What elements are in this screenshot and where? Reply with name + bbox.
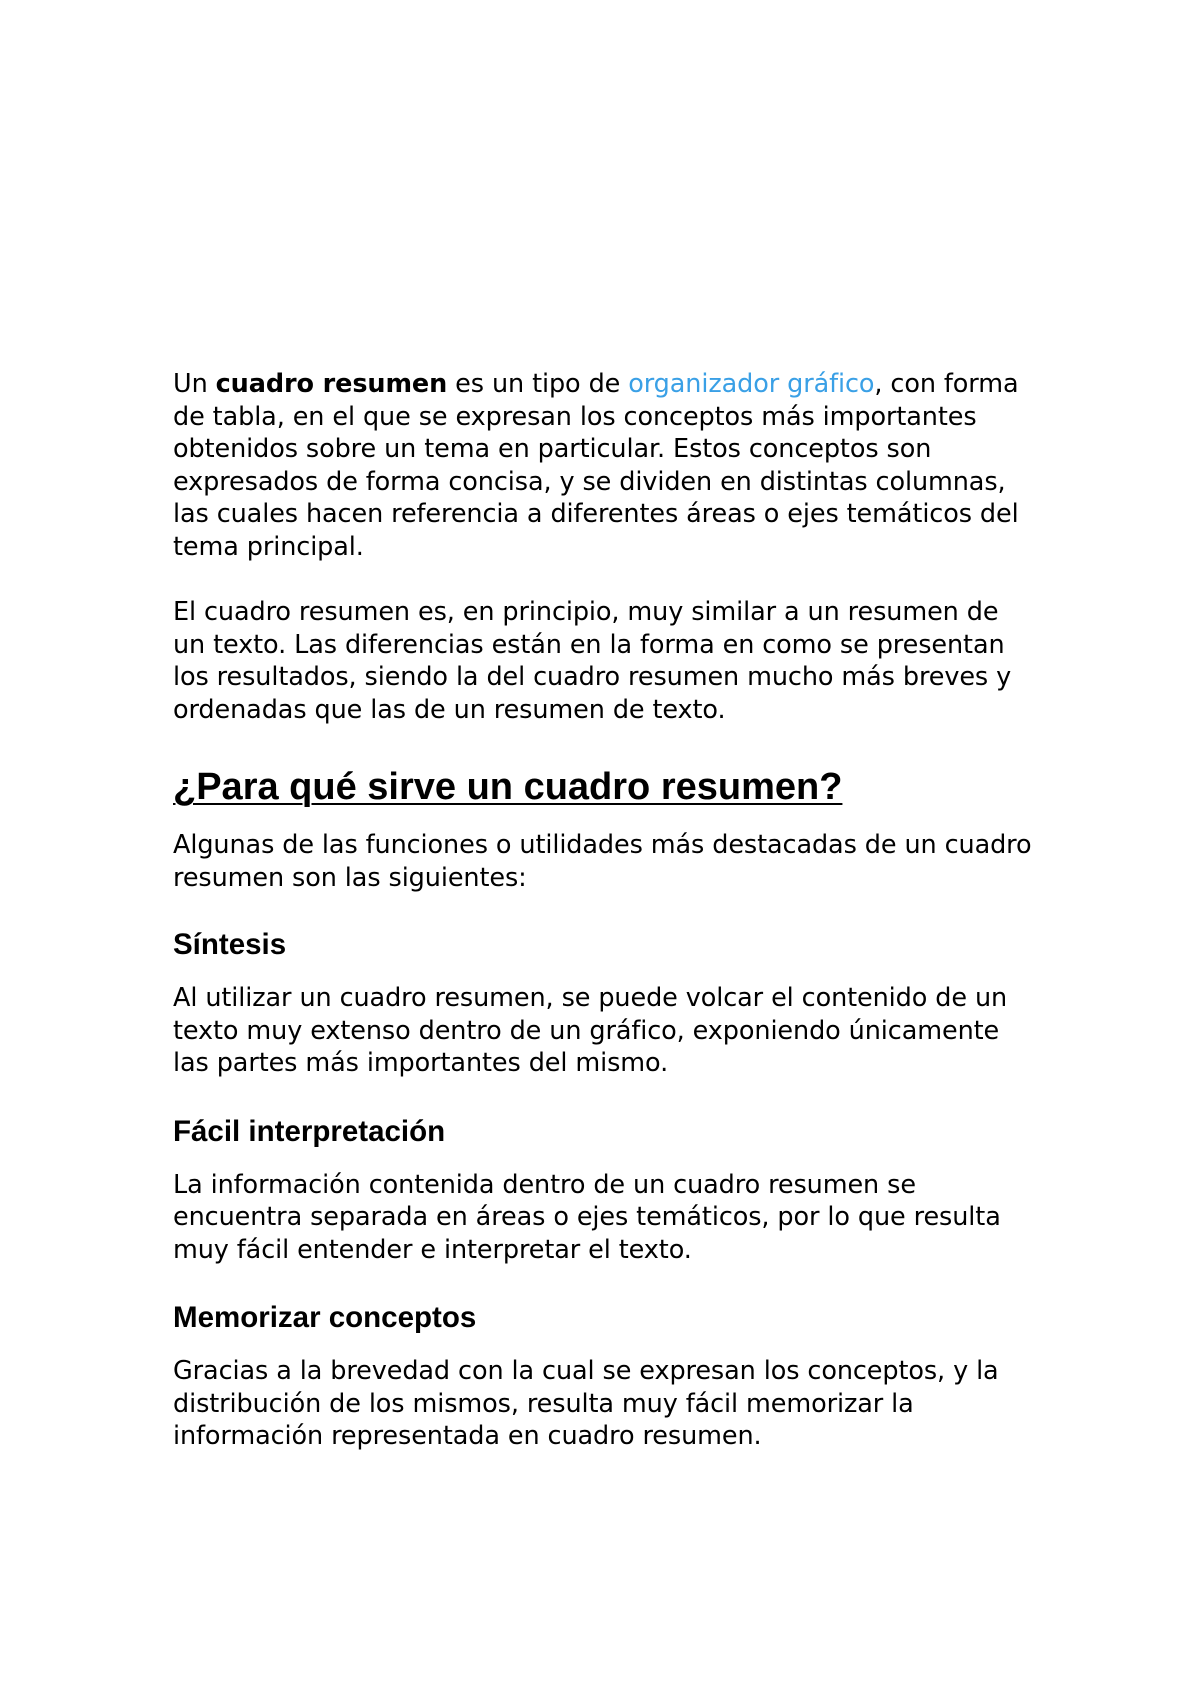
intro-text-start: Un xyxy=(173,369,216,399)
subsection-heading-memorizar-conceptos: Memorizar conceptos xyxy=(173,1301,477,1334)
bold-term: cuadro resumen xyxy=(215,369,448,399)
subsection-heading-facil-interpretacion: Fácil interpretación xyxy=(173,1114,446,1148)
intro-text-end: , con forma de tabla, en el que se expresan los conceptos más importantes obtenidos sobre un tema en particular. Estos conceptos son expresados de forma concisa, y se dividen en distintas columnas, las cuales hacen referencia a diferentes áreas o ejes temáticos del tema principal. xyxy=(173,369,1019,562)
comparison-paragraph: El cuadro resumen es, en principio, muy similar a un resumen de un texto. Las diferencias están en la forma en como se presentan los resultados, siendo la del cuadro resumen mucho más breves y ordenadas que las de un resumen de texto. xyxy=(173,597,1012,725)
subsection-heading-sintesis: Síntesis xyxy=(173,928,287,961)
intro-paragraph xyxy=(173,368,1033,563)
subsection-text-facil-interpretacion: La información contenida dentro de un cuadro resumen se encuentra separada en áreas o ejes temáticos, por lo que resulta muy fácil entender e interpretar el texto. xyxy=(173,1169,1001,1265)
section-heading: ¿Para qué sirve un cuadro resumen? xyxy=(173,766,843,808)
section-intro-paragraph: Algunas de las funciones o utilidades más destacadas de un cuadro resumen son las siguientes: xyxy=(173,830,1032,893)
document-body xyxy=(173,368,1033,1453)
subsection-text-memorizar-conceptos: Gracias a la brevedad con la cual se expresan los conceptos, y la distribución de los mismos, resulta muy fácil memorizar la información representada en cuadro resumen. xyxy=(173,1356,999,1451)
subsection-text-sintesis: Al utilizar un cuadro resumen, se puede volcar el contenido de un texto muy extenso dentro de un gráfico, exponiendo únicamente las partes más importantes del mismo. xyxy=(173,983,1008,1078)
intro-text-middle: es un tipo de xyxy=(447,369,629,399)
organizador-grafico-link[interactable]: organizador gráfico xyxy=(628,369,875,399)
